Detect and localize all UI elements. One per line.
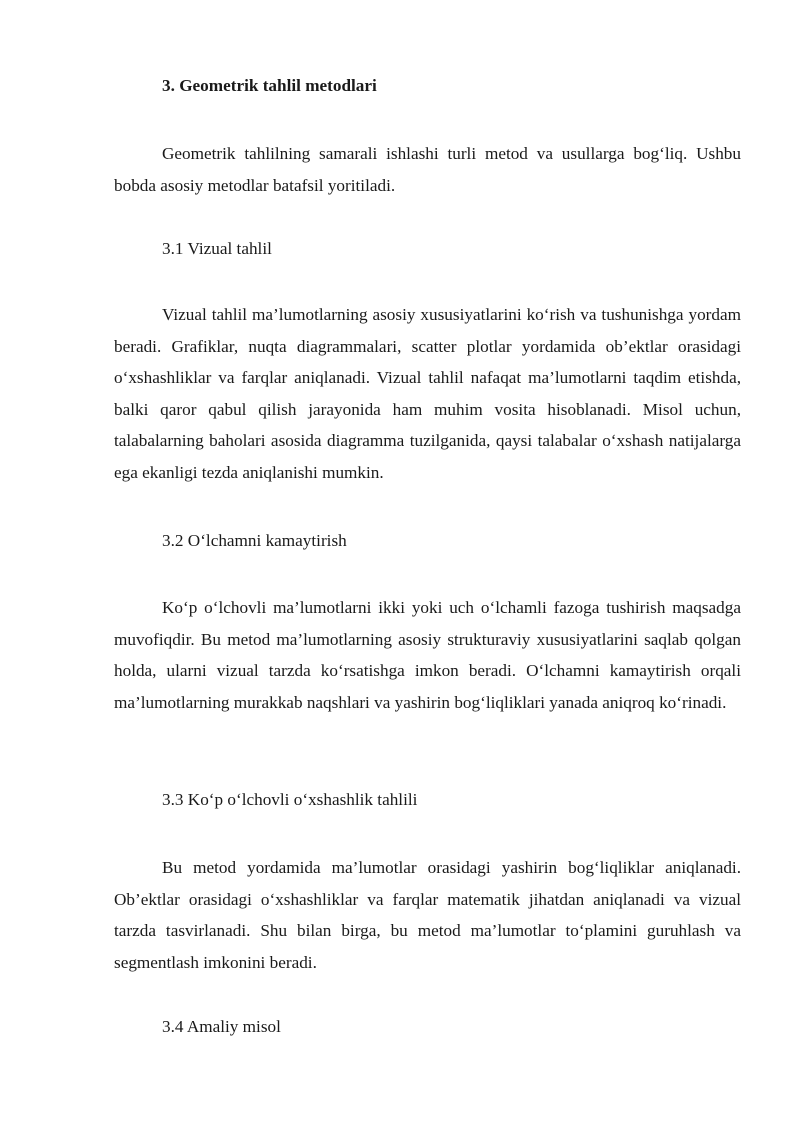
section-title: 3. Geometrik tahlil metodlari (162, 76, 377, 95)
section-intro-paragraph: Geometrik tahlilning samarali ishlashi turli metod va usullarga bog‘liq. Ushbu bobda asosiy metodlar batafsil yoritiladi. (114, 144, 741, 195)
subsection-title-3-2: 3.2 O‘lchamni kamaytirish (162, 531, 347, 550)
subsection-title-3-3: 3.3 Ko‘p o‘lchovli o‘xshashlik tahlili (162, 790, 418, 809)
subsection-paragraph-3-2: Ko‘p o‘lchovli ma’lumotlarni ikki yoki uch o‘lchamli fazoga tushirish maqsadga muvofiqdir. Bu metod ma’lumotlarning asosiy strukturaviy xususiyatlarini saqlab qolgan holda, ularni vizual tarzda ko‘rsatishga imkon beradi. O‘lchamni kamaytirish orqali ma’lumotlarning murakkab naqshlari va yashirin bog‘liqliklari yanada aniqroq ko‘rinadi. (114, 598, 741, 712)
subsection-title-3-1: 3.1 Vizual tahlil (162, 239, 272, 258)
subsection-title-3-4: 3.4 Amaliy misol (162, 1017, 281, 1036)
subsection-paragraph-3-3: Bu metod yordamida ma’lumotlar orasidagi yashirin bog‘liqliklar aniqlanadi. Ob’ektlar orasidagi o‘xshashliklar va farqlar matematik jihatdan aniqlanadi va vizual tarzda tasvirlanadi. Shu bilan birga, bu metod ma’lumotlar to‘plamini guruhlash va segmentlash imkonini beradi. (114, 858, 741, 972)
subsection-paragraph-3-1: Vizual tahlil ma’lumotlarning asosiy xususiyatlarini ko‘rish va tushunishga yordam beradi. Grafiklar, nuqta diagrammalari, scatter plotlar yordamida ob’ektlar orasidagi o‘xshashliklar va farqlar aniqlanadi. Vizual tahlil nafaqat ma’lumotlarni taqdim etishda, balki qaror qabul qilish jarayonida ham muhim vosita hisoblanadi. Misol uchun, talabalarning baholari asosida diagramma tuzilganida, qaysi talabalar o‘xshash natijalarga ega ekanligi tezda aniqlanishi mumkin. (114, 305, 741, 482)
